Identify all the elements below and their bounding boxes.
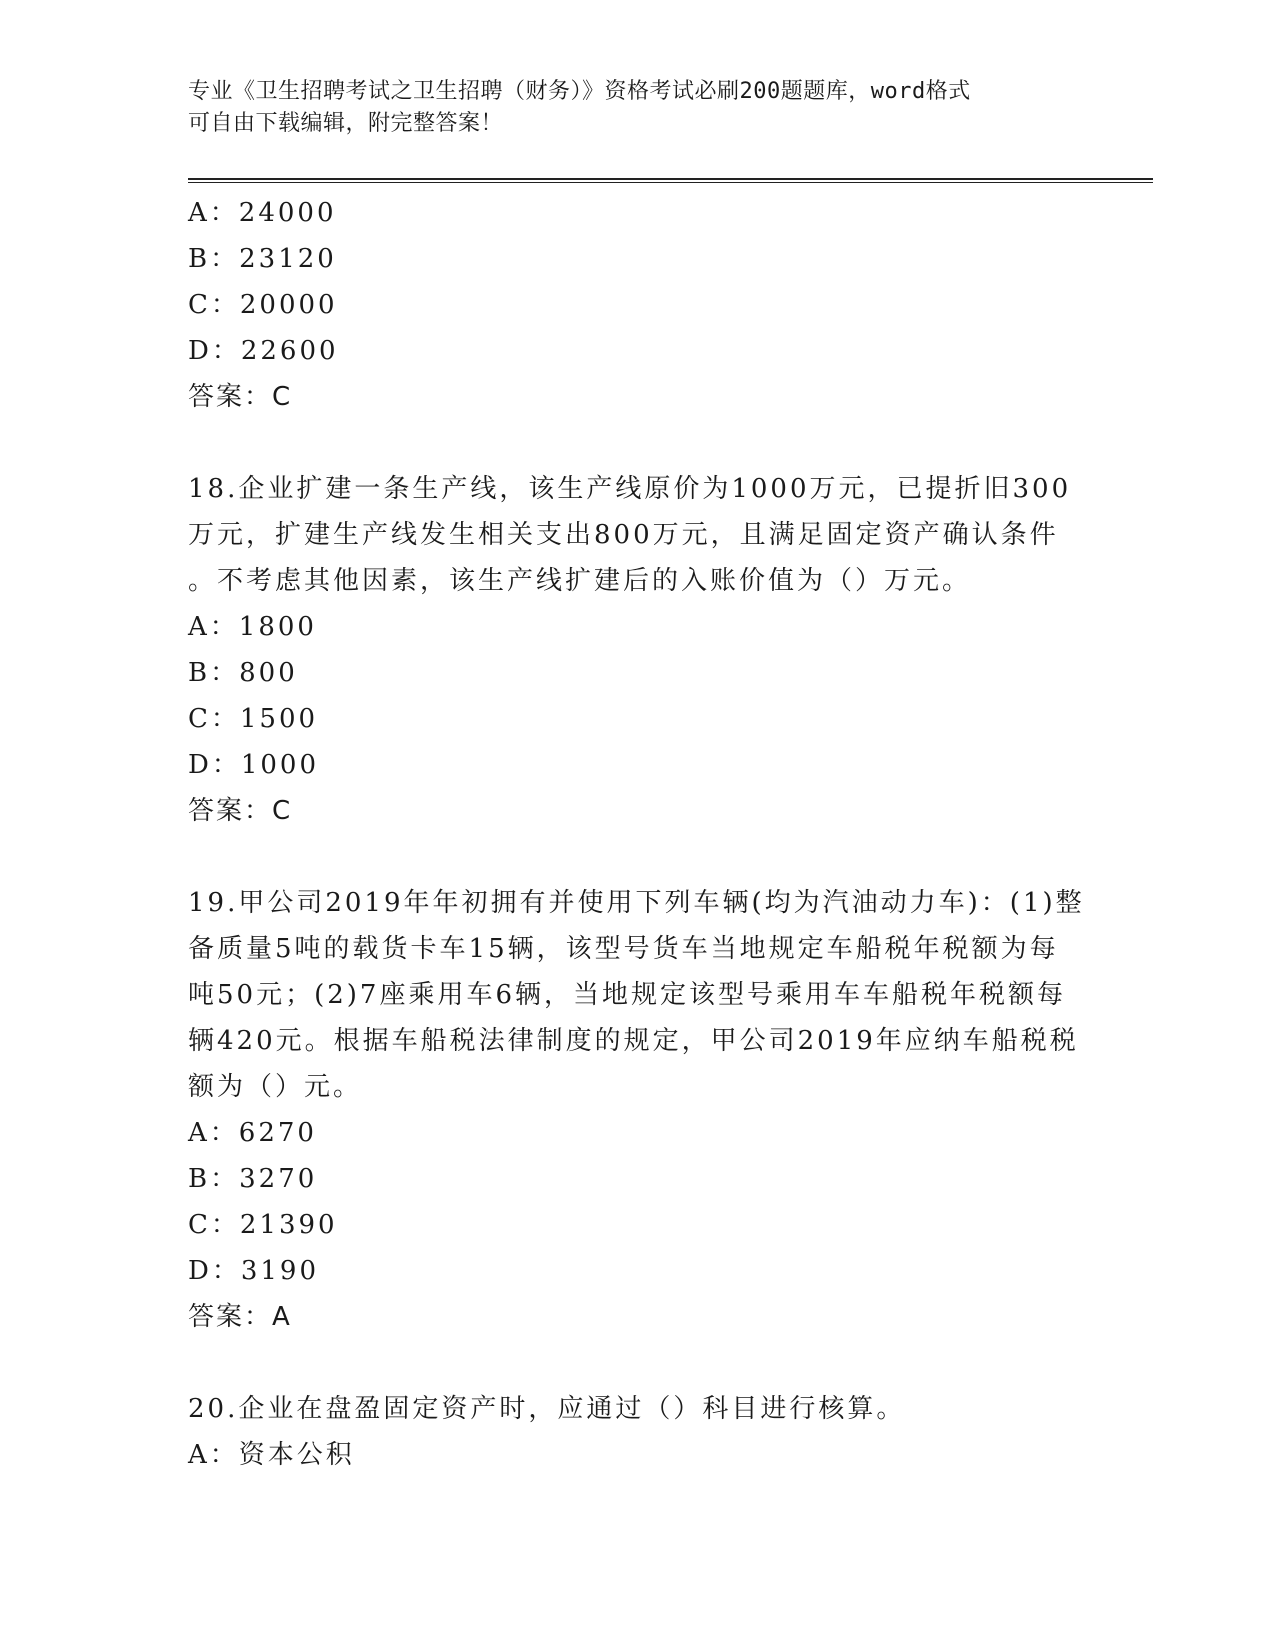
header-title-line-1: 专业《卫生招聘考试之卫生招聘（财务）》资格考试必刷200题题库，word格式 (188, 79, 971, 104)
option-c: C：1500 (188, 704, 319, 734)
answer: 答案：A (188, 1302, 292, 1332)
question-text-line: 万元，扩建生产线发生相关支出800万元，且满足固定资产确认条件 (188, 520, 1059, 550)
question-text-line: 吨50元；(2)7座乘用车6辆，当地规定该型号乘用车车船税年税额每 (188, 980, 1066, 1010)
question-text-line: 辆420元。根据车船税法律制度的规定，甲公司2019年应纳车船税税 (188, 1026, 1079, 1056)
document-header (188, 76, 1088, 140)
header-title-line-2: 可自由下载编辑，附完整答案！ (188, 111, 504, 136)
option-a: A：1800 (188, 612, 317, 642)
option-d: D：1000 (188, 750, 320, 780)
answer: 答案：C (188, 796, 293, 826)
option-b: B：23120 (188, 244, 337, 274)
option-b: B：3270 (188, 1164, 318, 1194)
option-d: D：3190 (188, 1256, 320, 1286)
option-a: A：24000 (188, 198, 337, 228)
question-text-line: 19.甲公司2019年年初拥有并使用下列车辆(均为汽油动力车)：(1)整 (188, 888, 1085, 918)
spacer (188, 1340, 1088, 1386)
question-list (188, 190, 1088, 1478)
option-b: B：800 (188, 658, 298, 688)
option-c: C：20000 (188, 290, 338, 320)
question-text-line: 18.企业扩建一条生产线，该生产线原价为1000万元，已提折旧300 (188, 474, 1072, 504)
question-text-line: 20.企业在盘盈固定资产时，应通过（）科目进行核算。 (188, 1394, 906, 1424)
option-c: C：21390 (188, 1210, 338, 1240)
option-d: D：22600 (188, 336, 339, 366)
question-17-tail (188, 190, 1088, 420)
spacer (188, 420, 1088, 466)
question-20 (188, 1386, 1088, 1478)
option-a: A：6270 (188, 1118, 317, 1148)
question-text-line: 。不考虑其他因素，该生产线扩建后的入账价值为（）万元。 (188, 566, 972, 596)
question-19 (188, 880, 1088, 1340)
question-text-line: 额为（）元。 (188, 1072, 363, 1102)
question-text-line: 备质量5吨的载货卡车15辆，该型号货车当地规定车船税年税额为每 (188, 934, 1059, 964)
option-a: A：资本公积 (188, 1440, 355, 1470)
spacer (188, 834, 1088, 880)
question-18 (188, 466, 1088, 834)
answer: 答案：C (188, 382, 293, 412)
header-divider (188, 178, 1153, 183)
